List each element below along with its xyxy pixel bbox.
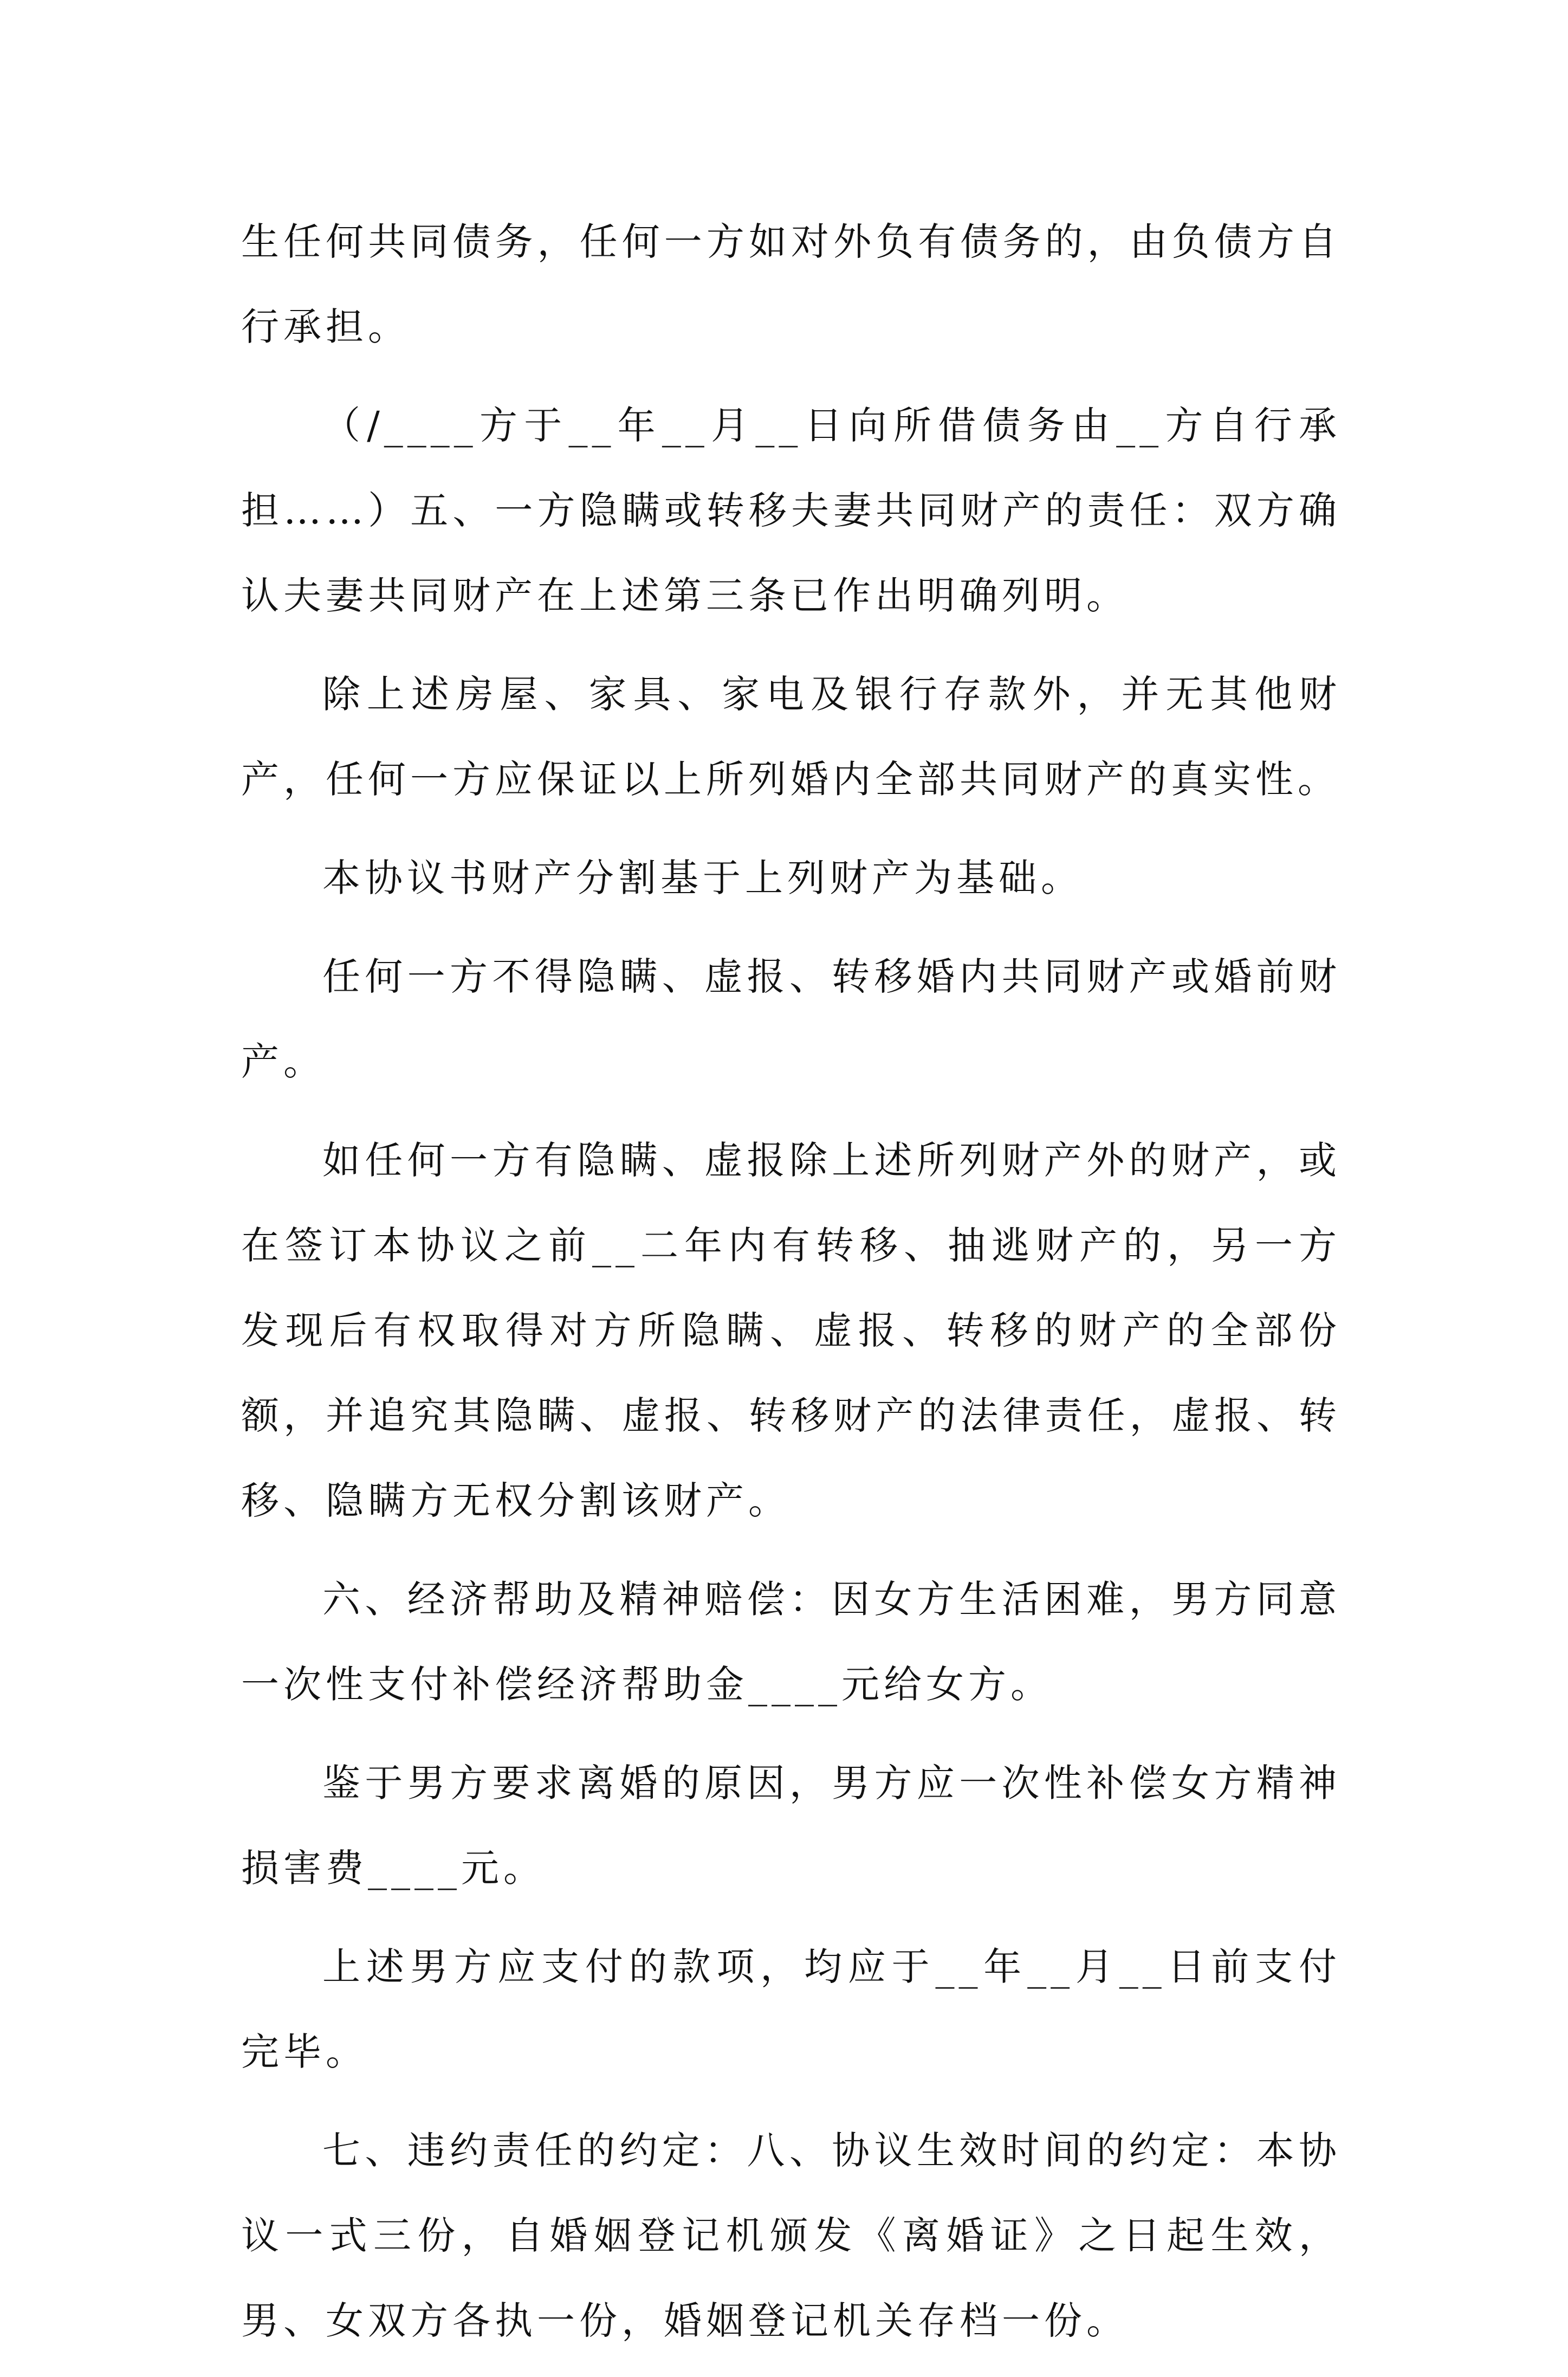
paragraph-payment-deadline: 上述男方应支付的款项，均应于__年__月__日前支付完毕。 xyxy=(241,1945,1341,2074)
paragraph-mental-damages: 鉴于男方要求离婚的原因，男方应一次性补偿女方精神损害费____元。 xyxy=(241,1761,1341,1890)
paragraph-debt-continuation: 生任何共同债务，任何一方如对外负有债务的，由负债方自行承担。 xyxy=(241,219,1341,349)
paragraph-division-basis: 本协议书财产分割基于上列财产为基础。 xyxy=(322,856,1083,900)
paragraph-concealment-liability: 如任何一方有隐瞒、虚报除上述所列财产外的财产，或在签订本协议之前__二年内有转移、抽逃财产的，另一方发现后有权取得对方所隐瞒、虚报、转移的财产的全部份额，并追究其隐瞒、虚报、转移财产的法律责任，虚报、转移、隐瞒方无权分割该财产。 xyxy=(241,1138,1341,1523)
paragraph-economic-assistance: 六、经济帮助及精神赔偿：因女方生活困难，男方同意一次性支付补偿经济帮助金____元给女方。 xyxy=(241,1577,1341,1707)
paragraph-breach-and-effective-date: 七、违约责任的约定：八、协议生效时间的约定：本协议一式三份，自婚姻登记机颁发《离婚证》之日起生效，男、女双方各执一份，婚姻登记机关存档一份。 xyxy=(241,2128,1341,2343)
paragraph-no-other-property: 除上述房屋、家具、家电及银行存款外，并无其他财产，任何一方应保证以上所列婚内全部共同财产的真实性。 xyxy=(241,672,1341,802)
paragraph-no-concealment: 任何一方不得隐瞒、虚报、转移婚内共同财产或婚前财产。 xyxy=(241,954,1341,1084)
document-page xyxy=(241,199,1341,2377)
paragraph-debt-detail-and-concealment: （/____方于__年__月__日向所借债务由__方自行承担……）五、一方隐瞒或转移夫妻共同财产的责任：双方确认夫妻共同财产在上述第三条已作出明确列明。 xyxy=(241,403,1341,618)
